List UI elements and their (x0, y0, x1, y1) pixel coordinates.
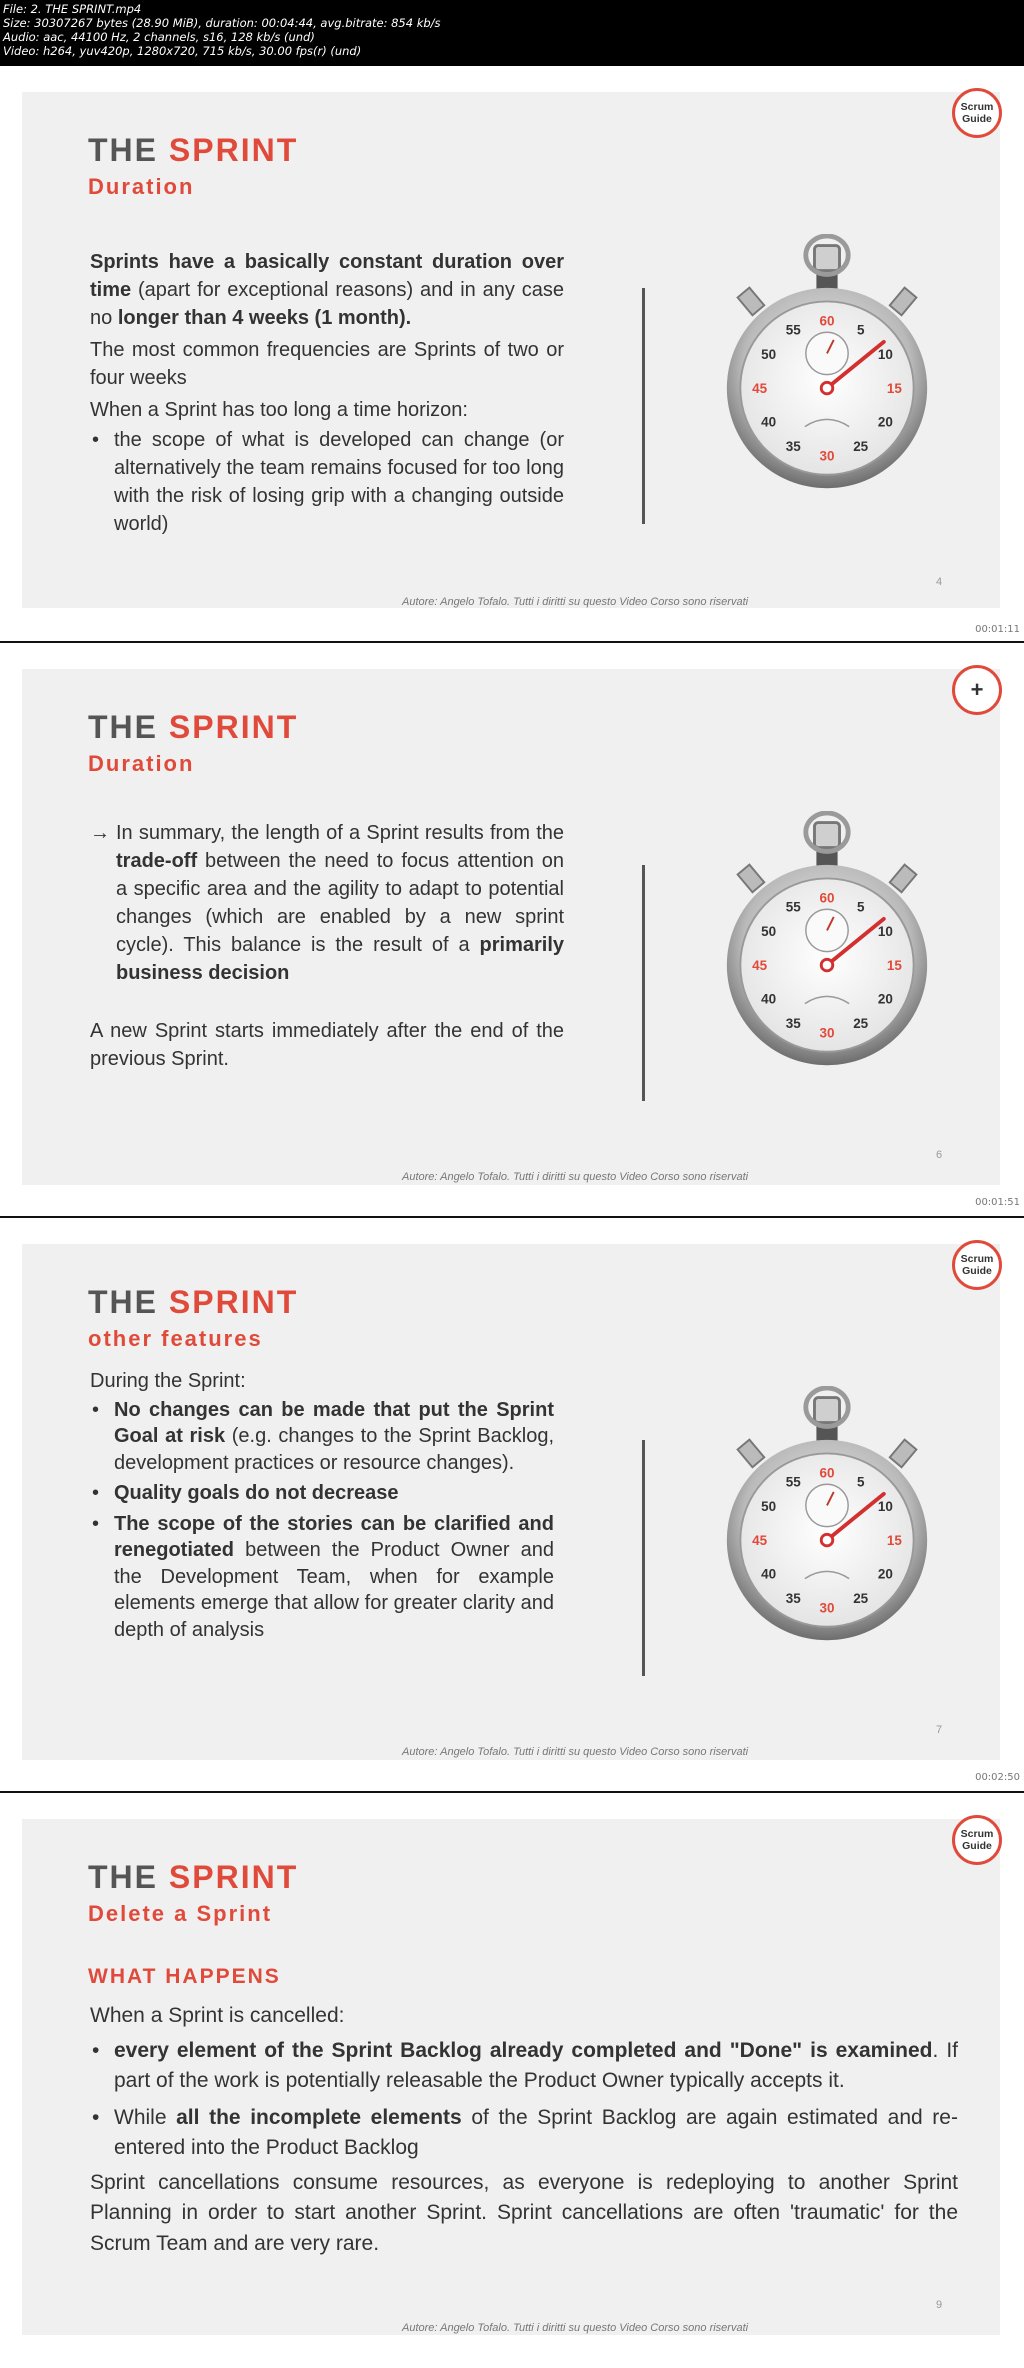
dial-number: 55 (785, 899, 801, 915)
dial-number: 35 (785, 1016, 801, 1032)
list-item: • No changes can be made that put the Sprint Goal at risk (e.g. changes to the Sprint Backlog, development practices or resource changes). (90, 1397, 554, 1477)
copyright-footer: Autore: Angelo Tofalo. Tutti i diritti su questo Video Corso sono riservati (402, 1171, 749, 1183)
slide-body (90, 248, 564, 538)
dial-number: 10 (877, 1499, 893, 1515)
slide-title: THE SPRINT (88, 1859, 299, 1895)
dial-number: 25 (853, 1016, 869, 1032)
dial-number: 5 (856, 322, 865, 338)
paragraph: A new Sprint starts immediately after the end of the previous Sprint. (90, 1020, 564, 1070)
dial-number: 5 (856, 1474, 865, 1490)
video-frame-1 (0, 66, 1024, 643)
dial-number: 20 (877, 991, 893, 1007)
dial-number: 50 (761, 924, 777, 940)
scrum-guide-badge[interactable]: Scrum Guide (952, 1815, 1002, 1865)
dial-number: 35 (785, 1591, 801, 1607)
dial-number: 30 (819, 1600, 835, 1616)
add-button[interactable]: + (952, 665, 1002, 715)
dial-number: 60 (819, 313, 835, 329)
dial-number: 50 (761, 347, 777, 363)
dial-number: 10 (877, 347, 893, 363)
divider (642, 288, 645, 524)
dial-number: 60 (819, 1465, 835, 1481)
video-frame-4 (0, 1793, 1024, 2368)
slide-body (90, 819, 564, 1073)
paragraph: When a Sprint has too long a time horizon: (90, 399, 468, 421)
dial-number: 20 (877, 414, 893, 430)
paragraph: When a Sprint is cancelled: (90, 2004, 345, 2027)
scrum-guide-badge[interactable]: Scrum Guide (952, 88, 1002, 138)
file-size: Size: 30307267 bytes (28.90 MiB), duration: 00:04:44, avg.bitrate: 854 kb/s (3, 16, 441, 30)
dial-number: 25 (853, 1591, 869, 1607)
slide (22, 1819, 1000, 2335)
slide-subtitle: Delete a Sprint (88, 1901, 273, 1926)
bullet-list (90, 1397, 554, 1644)
slide-subtitle: Duration (88, 174, 195, 199)
paragraph: During the Sprint: (90, 1370, 246, 1392)
dial-number: 45 (752, 957, 768, 973)
dial-number: 30 (819, 1025, 835, 1041)
dial-number: 55 (785, 1474, 801, 1490)
dial-number: 10 (877, 924, 893, 940)
list-item: • the scope of what is developed can change (or alternatively the team remains focused for too long with the risk of losing grip with a changing outside world) (90, 426, 564, 538)
summary-paragraph: → In summary, the length of a Sprint results from the trade-off between the need to focus attention on a specific area and the agility to adapt to potential changes (which are enabled by a new sprint cycle). This balance is the result of a primarily business decision (90, 822, 564, 984)
dial-number: 45 (752, 380, 768, 396)
audio-info: Audio: aac, 44100 Hz, 2 channels, s16, 128 kb/s (und) (3, 30, 315, 44)
copyright-footer: Autore: Angelo Tofalo. Tutti i diritti su questo Video Corso sono riservati (402, 2322, 749, 2334)
section-heading: WHAT HAPPENS (88, 1965, 281, 1988)
divider (642, 1440, 645, 1676)
video-info: Video: h264, yuv420p, 1280x720, 715 kb/s, 30.00 fps(r) (und) (3, 44, 362, 58)
dial-number: 40 (761, 414, 777, 430)
dial-number: 55 (785, 322, 801, 338)
list-item: • While all the incomplete elements of the Sprint Backlog are again estimated and re-entered into the Product Backlog (90, 2103, 958, 2164)
dial-number: 40 (761, 991, 777, 1007)
page-number: 7 (936, 1724, 943, 1736)
stopwatch-icon (712, 234, 942, 494)
slide (22, 92, 1000, 608)
page-number: 9 (936, 2299, 943, 2311)
list-item: • every element of the Sprint Backlog already completed and "Done" is examined. If part of the work is potentially releasable the Product Owner typically accepts it. (90, 2036, 958, 2097)
slide-body (90, 1368, 554, 1643)
copyright-footer: Autore: Angelo Tofalo. Tutti i diritti su questo Video Corso sono riservati (402, 596, 749, 608)
list-item: • The scope of the stories can be clarified and renegotiated between the Product Owner and the Development Team, when for example elements emerge that allow for greater clarity and depth of analysis (90, 1511, 554, 1644)
dial-number: 15 (886, 957, 902, 973)
timecode: 00:02:50 (975, 1772, 1020, 1783)
slide-subtitle: Duration (88, 751, 195, 776)
list-item: • Quality goals do not decrease (90, 1480, 554, 1507)
dial-number: 25 (853, 439, 869, 455)
video-info-bar (0, 0, 1024, 66)
video-frame-3 (0, 1218, 1024, 1793)
dial-number: 15 (886, 1532, 902, 1548)
bullet-list (90, 2036, 958, 2164)
file-name: File: 2. THE SPRINT.mp4 (3, 2, 142, 16)
page-number: 6 (936, 1149, 943, 1161)
slide-title: THE SPRINT (88, 709, 299, 745)
slide-body (90, 2001, 958, 2259)
dial-number: 20 (877, 1566, 893, 1582)
slide-title: THE SPRINT (88, 132, 299, 168)
stopwatch-icon (712, 1386, 942, 1646)
dial-number: 5 (856, 899, 865, 915)
page-number: 4 (936, 576, 943, 588)
slide-subtitle: other features (88, 1326, 263, 1351)
paragraph: Sprint cancellations consume resources, as everyone is redeploying to another Sprint Planning in order to start another Sprint. Sprint cancellations are often 'traumatic' for the Scrum Team and are very rare. (90, 2170, 958, 2255)
dial-number: 35 (785, 439, 801, 455)
dial-number: 30 (819, 448, 835, 464)
slide (22, 669, 1000, 1185)
copyright-footer: Autore: Angelo Tofalo. Tutti i diritti su questo Video Corso sono riservati (402, 1746, 749, 1758)
bullet-list (90, 426, 564, 538)
dial-number: 40 (761, 1566, 777, 1582)
slide-title: THE SPRINT (88, 1284, 299, 1320)
dial-number: 60 (819, 890, 835, 906)
timecode: 00:01:51 (975, 1197, 1020, 1208)
dial-number: 45 (752, 1532, 768, 1548)
video-frame-2 (0, 643, 1024, 1218)
dial-number: 50 (761, 1499, 777, 1515)
stopwatch-icon (712, 811, 942, 1071)
paragraph: The most common frequencies are Sprints of two or four weeks (90, 339, 564, 389)
timecode: 00:01:11 (975, 624, 1020, 635)
scrum-guide-badge[interactable]: Scrum Guide (952, 1240, 1002, 1290)
dial-number: 15 (886, 380, 902, 396)
paragraph: Sprints have a basically constant duration over time (apart for exceptional reasons) and in any case no longer than 4 weeks (1 month). (90, 251, 564, 329)
slide (22, 1244, 1000, 1760)
divider (642, 865, 645, 1101)
